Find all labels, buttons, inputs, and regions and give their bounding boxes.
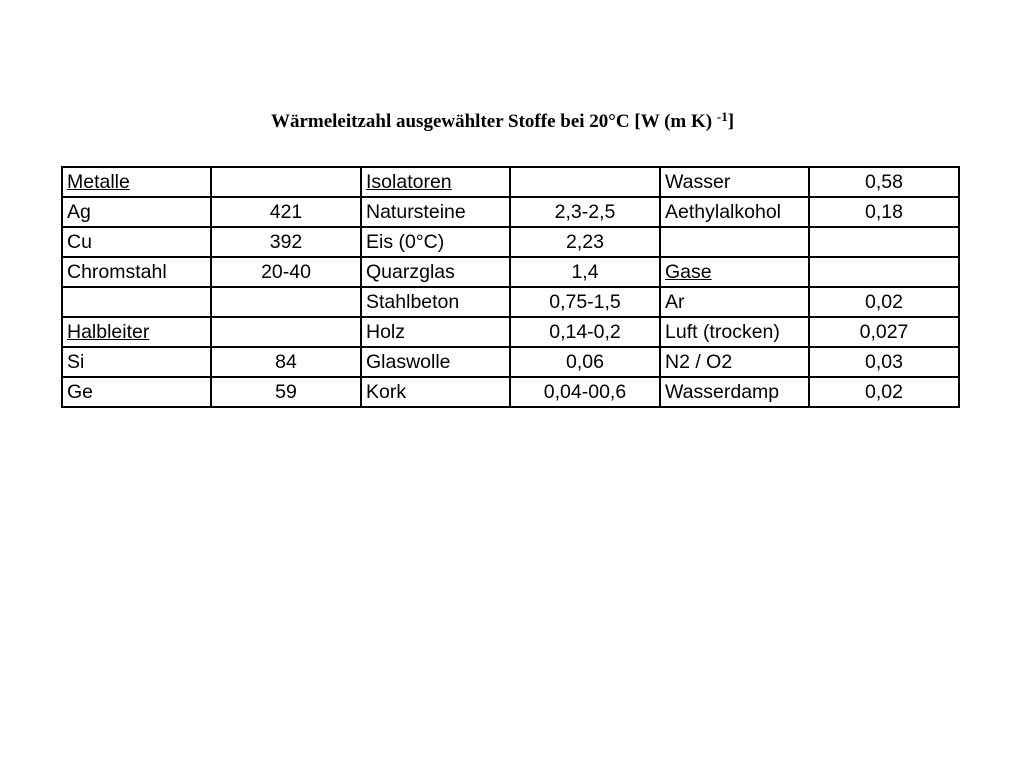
- material-cell: Quarzglas: [361, 257, 510, 287]
- material-cell: Eis (0°C): [361, 227, 510, 257]
- value-cell: 1,4: [510, 257, 660, 287]
- material-cell: Si: [62, 347, 211, 377]
- material-cell: Ge: [62, 377, 211, 407]
- thermal-conductivity-table: [61, 166, 960, 408]
- value-cell: 392: [211, 227, 361, 257]
- table-row: [62, 287, 959, 317]
- material-cell: Ag: [62, 197, 211, 227]
- title-exponent: -1: [716, 109, 728, 124]
- title-bracket: ]: [727, 111, 735, 132]
- value-cell: 59: [211, 377, 361, 407]
- value-cell: [809, 227, 959, 257]
- value-cell: 2,3-2,5: [510, 197, 660, 227]
- material-cell: Cu: [62, 227, 211, 257]
- table-row: [62, 167, 959, 197]
- material-cell: Wasser: [660, 167, 809, 197]
- value-cell: [809, 257, 959, 287]
- value-cell: 0,02: [809, 287, 959, 317]
- material-cell: Natursteine: [361, 197, 510, 227]
- value-cell: [211, 317, 361, 347]
- value-cell: 0,04-00,6: [510, 377, 660, 407]
- category-cell: [62, 167, 211, 197]
- value-cell: 0,58: [809, 167, 959, 197]
- table-row: [62, 347, 959, 377]
- value-cell: 0,02: [809, 377, 959, 407]
- material-cell: Chromstahl: [62, 257, 211, 287]
- value-cell: 0,75-1,5: [510, 287, 660, 317]
- material-cell: [660, 227, 809, 257]
- table-row: [62, 257, 959, 287]
- value-cell: 0,14-0,2: [510, 317, 660, 347]
- material-cell: Luft (trocken): [660, 317, 809, 347]
- table-row: [62, 227, 959, 257]
- value-cell: [211, 167, 361, 197]
- value-cell: [211, 287, 361, 317]
- table-row: [62, 197, 959, 227]
- material-cell: Stahlbeton: [361, 287, 510, 317]
- value-cell: 0,03: [809, 347, 959, 377]
- value-cell: 2,23: [510, 227, 660, 257]
- page-title: [0, 108, 1005, 136]
- material-cell: [62, 287, 211, 317]
- category-cell: [62, 317, 211, 347]
- value-cell: 0,06: [510, 347, 660, 377]
- value-cell: 421: [211, 197, 361, 227]
- material-cell: Aethylalkohol: [660, 197, 809, 227]
- value-cell: 84: [211, 347, 361, 377]
- value-cell: 0,027: [809, 317, 959, 347]
- title-text: Wärmeleitzahl ausgewählter Stoffe bei 20°C [W (m K): [270, 111, 717, 132]
- table-row: [62, 377, 959, 407]
- category-cell: [660, 257, 809, 287]
- material-cell: Glaswolle: [361, 347, 510, 377]
- value-cell: 0,18: [809, 197, 959, 227]
- material-cell: Wasserdamp: [660, 377, 809, 407]
- category-heading-isolatoren: Isolatoren: [366, 171, 452, 193]
- value-cell: 20-40: [211, 257, 361, 287]
- category-heading-gase: Gase: [665, 261, 712, 283]
- category-heading-metalle: Metalle: [67, 171, 130, 193]
- value-cell: [510, 167, 660, 197]
- category-cell: [361, 167, 510, 197]
- table-row: [62, 317, 959, 347]
- category-heading-halbleiter: Halbleiter: [67, 321, 150, 343]
- material-cell: Ar: [660, 287, 809, 317]
- material-cell: N2 / O2: [660, 347, 809, 377]
- material-cell: Holz: [361, 317, 510, 347]
- material-cell: Kork: [361, 377, 510, 407]
